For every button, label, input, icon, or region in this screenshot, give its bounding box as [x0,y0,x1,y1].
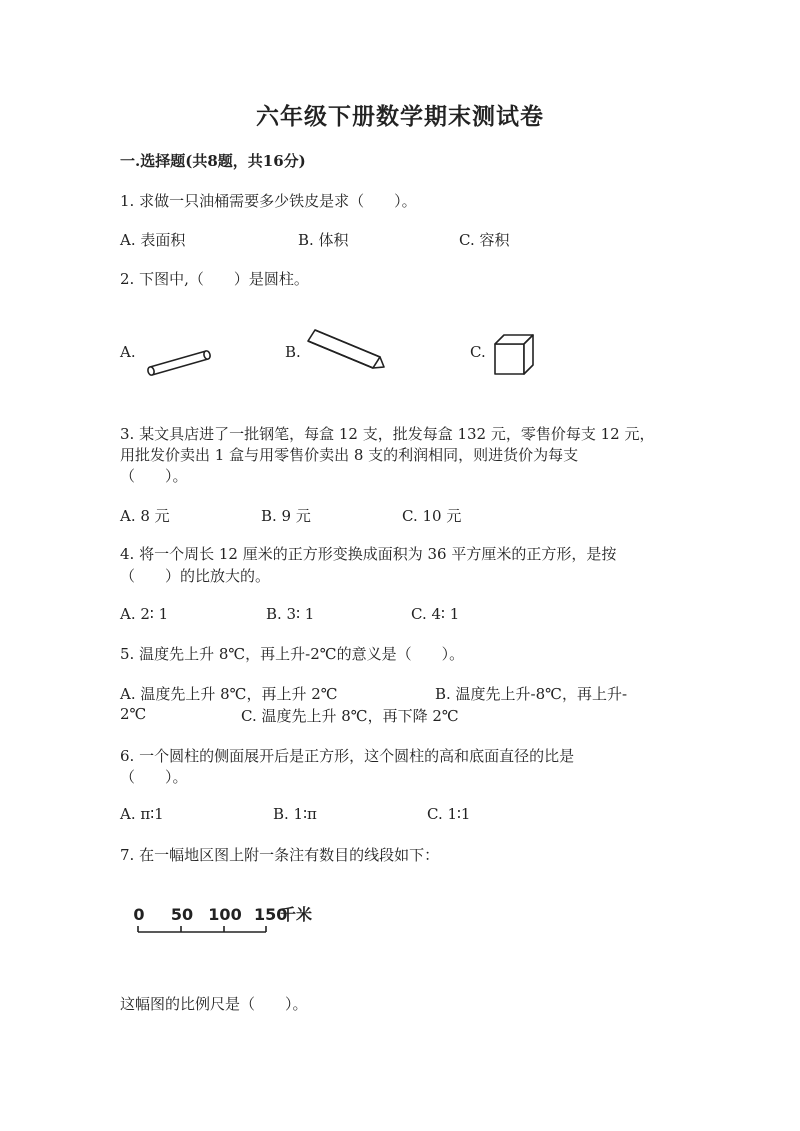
question-7-text: 7. 在一幅地区图上附一条注有数目的线段如下： [120,846,440,864]
question-6-option-a: A. π∶1 [120,805,164,823]
question-5-option-b: B. 温度先上升-8℃，再上升- [435,685,628,703]
scale-label-150: 150 [254,905,288,924]
scale-label-0: 0 [133,905,145,924]
question-4-option-a: A. 2∶ 1 [120,605,169,623]
question-2-option-b: B. [285,343,301,361]
question-4-line-2: （ ）的比放大的。 [120,567,271,585]
question-4-option-b: B. 3∶ 1 [266,605,315,623]
question-3-line-3: （ ）。 [120,467,188,485]
question-4-option-c: C. 4∶ 1 [411,605,460,623]
scale-bar-figure [128,902,328,942]
question-5-text: 5. 温度先上升 8℃，再上升-2℃的意义是（ ）。 [120,645,465,663]
question-3-option-b: B. 9 元 [261,507,311,525]
question-1-text: 1. 求做一只油桶需要多少铁皮是求（ ）。 [120,192,417,210]
question-6-line-1: 6. 一个圆柱的侧面展开后是正方形，这个圆柱的高和底面直径的比是 [120,747,575,765]
question-1-option-a: A. 表面积 [120,231,186,249]
section-heading: 一.选择题(共8题，共16分) [120,152,306,170]
scale-label-100: 100 [208,905,242,924]
question-1-option-c: C. 容积 [459,231,510,249]
question-1-option-b: B. 体积 [298,231,349,249]
question-2-option-a: A. [120,343,136,361]
question-3-option-a: A. 8 元 [120,507,170,525]
question-5-option-c: C. 温度先上升 8℃，再下降 2℃ [241,707,459,725]
question-3-line-1: 3. 某文具店进了一批钢笔，每盒 12 支，批发每盒 132 元，零售价每支 12 元， [120,425,655,443]
question-3-option-c: C. 10 元 [402,507,462,525]
page-title: 六年级下册数学期末测试卷 [256,103,544,130]
question-6-option-b: B. 1∶π [273,805,317,823]
question-2-text: 2. 下图中,（ ）是圆柱。 [120,270,309,288]
scale-unit: 千米 [280,905,313,924]
question-7-followup: 这幅图的比例尺是（ ）。 [120,995,308,1013]
question-3-line-2: 用批发价卖出 1 盒与用零售价卖出 8 支的利润相同，则进货价为每支 [120,446,579,464]
triangular-prism-figure [300,324,390,374]
question-2-option-c: C. [470,343,486,361]
cube-figure [492,332,537,377]
question-5-option-b-continued: 2℃ [120,705,147,723]
question-6-option-c: C. 1∶1 [427,805,471,823]
scale-label-50: 50 [170,905,194,924]
scale-bar-line [138,926,266,932]
question-4-line-1: 4. 将一个周长 12 厘米的正方形变换成面积为 36 平方厘米的正方形，是按 [120,545,617,563]
question-6-line-2: （ ）。 [120,768,188,786]
cylinder-rod-figure [140,345,215,380]
question-5-option-a: A. 温度先上升 8℃，再上升 2℃ [120,685,338,703]
